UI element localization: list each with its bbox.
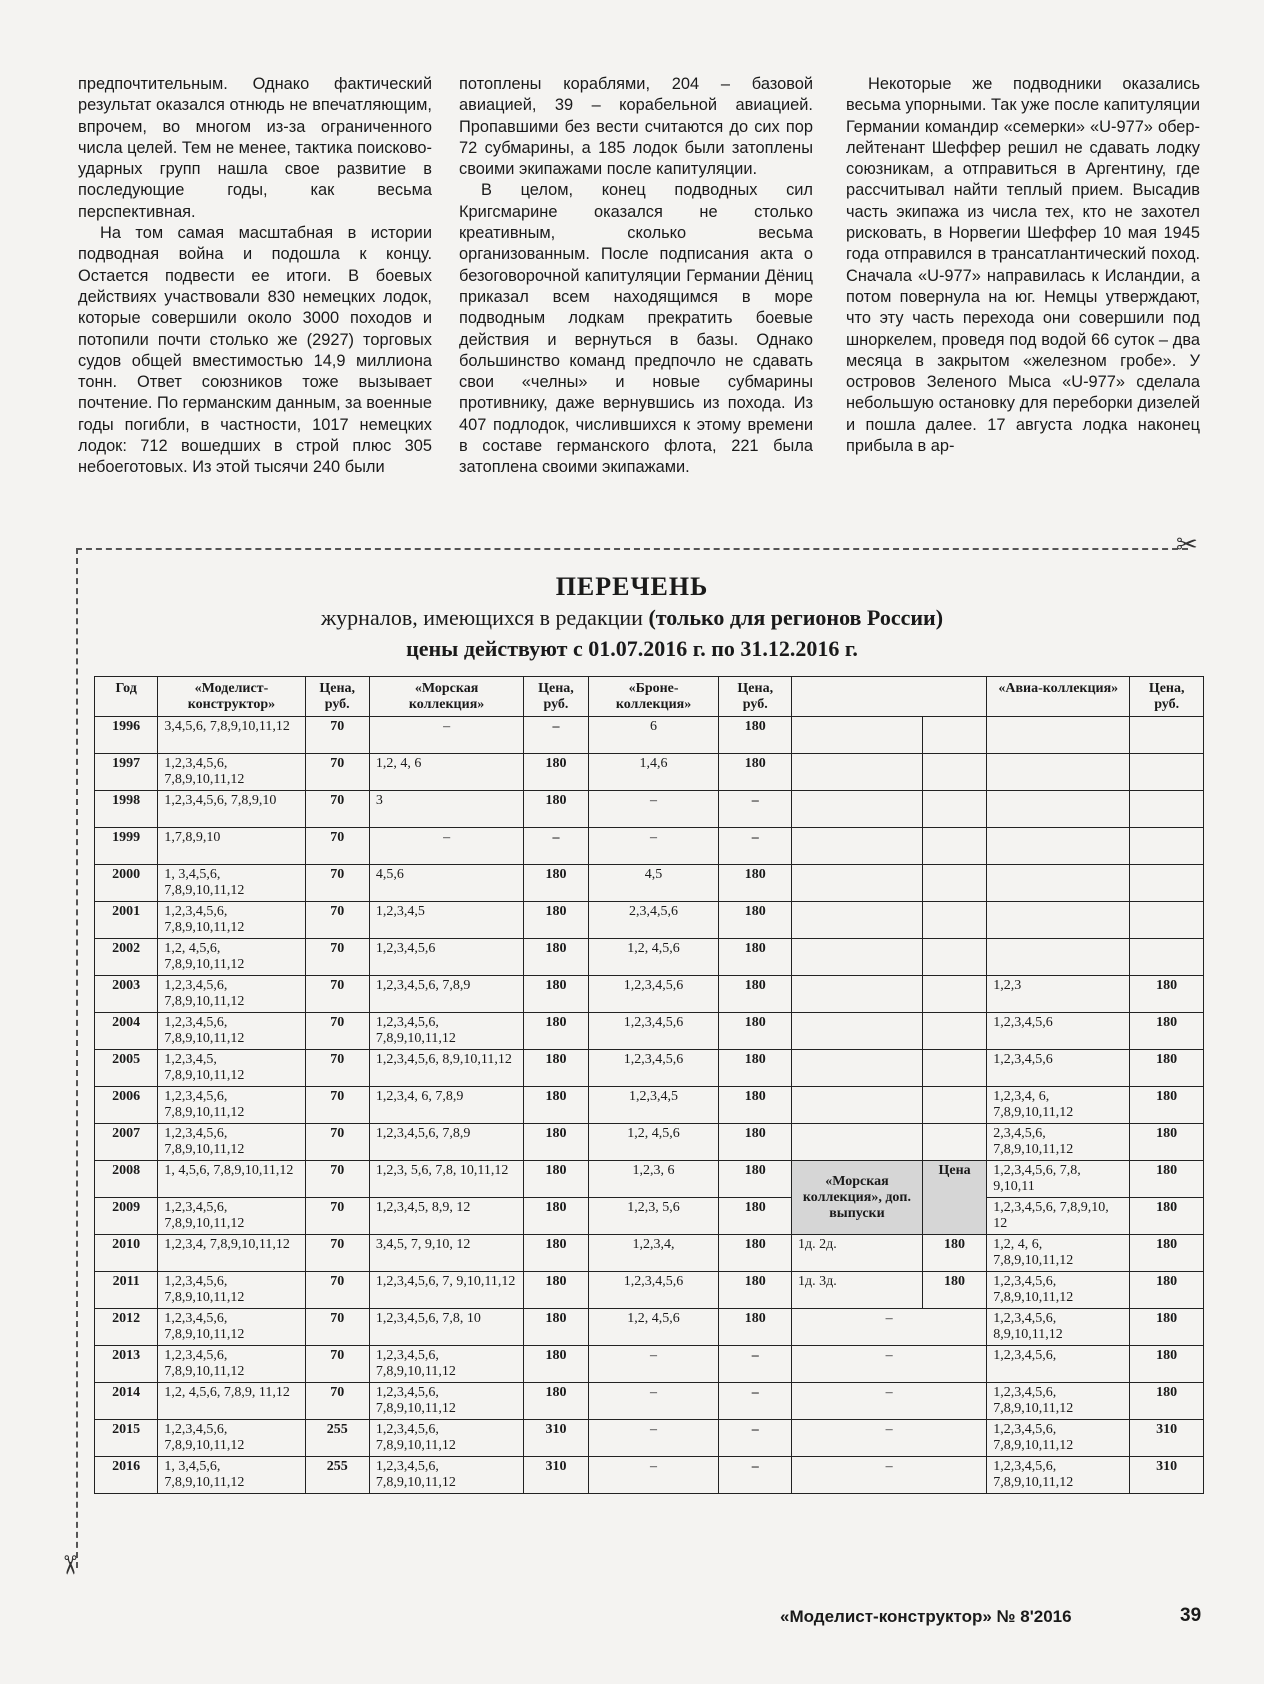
table-cell: 180 xyxy=(719,1309,792,1346)
table-cell xyxy=(1130,902,1204,939)
table-cell: – xyxy=(524,828,588,865)
article-column-1 xyxy=(78,74,432,479)
article-text xyxy=(78,74,1202,504)
table-cell: 70 xyxy=(305,1124,369,1161)
table-cell: 180 xyxy=(922,1235,986,1272)
table-cell: 180 xyxy=(524,791,588,828)
table-cell: 1,2,3,4,5,6, 7, 9,10,11,12 xyxy=(369,1272,523,1309)
table-row xyxy=(95,1346,1204,1383)
table-cell xyxy=(987,902,1130,939)
table-cell: 1д. 3д. xyxy=(792,1272,923,1309)
table-cell: 1,2,3,4,5,6, 7,8,9,10,11,12 xyxy=(158,902,305,939)
table-cell: 180 xyxy=(1130,1124,1204,1161)
list-subtitle: журналов, имеющихся в редакции (только для регионов России) xyxy=(320,605,944,630)
table-cell: 1,2,3,4,5,6, 7,8,9,10,11,12 xyxy=(987,1383,1130,1420)
table-row xyxy=(95,717,1204,754)
table-cell: 1,2, 4,5,6 xyxy=(588,1124,719,1161)
table-cell: 180 xyxy=(719,902,792,939)
table-cell: 180 xyxy=(719,1013,792,1050)
table-cell: – xyxy=(719,1420,792,1457)
table-cell: Цена xyxy=(922,1161,986,1235)
table-cell xyxy=(922,791,986,828)
table-cell: 1,2,3,4,5,6, 7,8,9,10,11,12 xyxy=(158,1013,305,1050)
table-cell: 1,2, 4, 6 xyxy=(369,754,523,791)
table-cell: 180 xyxy=(719,1124,792,1161)
table-cell: 1,2,3,4, 7,8,9,10,11,12 xyxy=(158,1235,305,1272)
table-cell: 180 xyxy=(524,1198,588,1235)
table-cell: 180 xyxy=(1130,976,1204,1013)
table-cell: 1,2,3,4,5,6, 8,9,10,11,12 xyxy=(369,1050,523,1087)
table-cell: 3,4,5,6, 7,8,9,10,11,12 xyxy=(158,717,305,754)
table-cell: 310 xyxy=(1130,1420,1204,1457)
table-cell: – xyxy=(588,1383,719,1420)
table-cell: 1,2,3,4, 6, 7,8,9,10,11,12 xyxy=(987,1087,1130,1124)
table-cell xyxy=(922,717,986,754)
table-cell: 2006 xyxy=(95,1087,158,1124)
table-cell: 1,2,3,4,5,6 xyxy=(588,1013,719,1050)
table-cell: 1,2,3,4,5,6, 7,8,9,10,11,12 xyxy=(987,1457,1130,1494)
table-cell: 4,5,6 xyxy=(369,865,523,902)
table-cell xyxy=(1130,828,1204,865)
table-cell: 180 xyxy=(524,1235,588,1272)
table-cell: 180 xyxy=(719,1050,792,1087)
table-cell xyxy=(922,754,986,791)
table-cell: – xyxy=(792,1383,987,1420)
table-cell: 310 xyxy=(524,1420,588,1457)
table-cell: 6 xyxy=(588,717,719,754)
table-cell: 2013 xyxy=(95,1346,158,1383)
scissors-icon: ✂ xyxy=(53,1554,84,1576)
table-cell: 2010 xyxy=(95,1235,158,1272)
table-cell: 180 xyxy=(524,1383,588,1420)
table-cell: 1,2,3,4,5,6, 7,8,9,10,11,12 xyxy=(987,1420,1130,1457)
table-cell: 180 xyxy=(1130,1087,1204,1124)
table-cell: 180 xyxy=(524,865,588,902)
table-cell: – xyxy=(719,1346,792,1383)
table-cell: 2015 xyxy=(95,1420,158,1457)
table-cell xyxy=(792,902,923,939)
table-row xyxy=(95,1420,1204,1457)
table-cell: 1,2,3,4,5,6, 7,8,9,10,11,12 xyxy=(369,1346,523,1383)
table-cell: 2,3,4,5,6, 7,8,9,10,11,12 xyxy=(987,1124,1130,1161)
table-cell: 70 xyxy=(305,939,369,976)
table-cell xyxy=(1130,717,1204,754)
cut-line-horizontal xyxy=(76,548,1188,550)
table-cell: 70 xyxy=(305,1087,369,1124)
table-cell: 180 xyxy=(524,1346,588,1383)
table-cell: 180 xyxy=(1130,1346,1204,1383)
table-cell: 180 xyxy=(1130,1050,1204,1087)
table-cell: 180 xyxy=(524,976,588,1013)
table-cell xyxy=(922,865,986,902)
table-cell xyxy=(922,939,986,976)
table-cell: – xyxy=(588,1457,719,1494)
table-cell: 70 xyxy=(305,828,369,865)
table-cell: 1,2,3,4,5,6, 7,8,9 xyxy=(369,976,523,1013)
table-cell xyxy=(987,754,1130,791)
table-cell: 1998 xyxy=(95,791,158,828)
table-cell xyxy=(792,828,923,865)
table-cell: 2007 xyxy=(95,1124,158,1161)
table-row xyxy=(95,1457,1204,1494)
paragraph: На том самая масштабная в истории подводная война и подошла к концу. Остается подвести ее итоги. В боевых действиях участвовали 830 немецких лодок, которые совершили около 3000 походов и потопили почти столько же (2927) торговых судов общей вместимостью 14,9 миллиона тонн. Ответ союзников тоже вызывает почтение. По германским данным, за военные годы погибли, в частности, 1017 немецких лодок: 712 вошедших в строй плюс 305 небоеготовых. Из этой тысячи 240 были xyxy=(78,224,432,477)
table-cell: 180 xyxy=(719,717,792,754)
table-cell: 2014 xyxy=(95,1383,158,1420)
table-row xyxy=(95,1124,1204,1161)
table-cell xyxy=(792,791,923,828)
table-cell: 180 xyxy=(524,1087,588,1124)
table-cell: 180 xyxy=(524,1050,588,1087)
table-row xyxy=(95,1309,1204,1346)
table-cell xyxy=(922,1050,986,1087)
table-row xyxy=(95,1235,1204,1272)
table-cell: 1,2,3,4,5,6, 7,8,9,10,11,12 xyxy=(158,1198,305,1235)
table-cell: 1,2,3,4,5,6, 8,9,10,11,12 xyxy=(987,1309,1130,1346)
table-cell: 1,2, 4,5,6, 7,8,9, 11,12 xyxy=(158,1383,305,1420)
table-row xyxy=(95,1087,1204,1124)
paragraph: предпочтительным. Однако фактический результат оказался отнюдь не впечатляющим, впрочем, во многом из-за ограниченного числа целей. Тем не менее, тактика поисково-ударных групп нашла свое развитие в последующие годы, как весьма перспективная. xyxy=(78,75,432,221)
table-cell: – xyxy=(588,1346,719,1383)
table-row xyxy=(95,754,1204,791)
table-cell: – xyxy=(719,828,792,865)
table-cell xyxy=(792,1124,923,1161)
table-cell: 2003 xyxy=(95,976,158,1013)
table-row xyxy=(95,828,1204,865)
table-cell xyxy=(922,902,986,939)
table-cell: 1,2,3, 5,6, 7,8, 10,11,12 xyxy=(369,1161,523,1198)
col-price: Цена, руб. xyxy=(719,677,792,717)
table-cell: 1,2,3,4,5,6, 7,8,9,10,11,12 xyxy=(987,1272,1130,1309)
table-cell: 180 xyxy=(524,1272,588,1309)
table-cell: 1,2,3,4,5,6, 7,8,9,10,11,12 xyxy=(158,1346,305,1383)
table-cell: 2001 xyxy=(95,902,158,939)
table-cell: 310 xyxy=(1130,1457,1204,1494)
table-cell: 180 xyxy=(1130,1161,1204,1198)
table-cell: 255 xyxy=(305,1457,369,1494)
table-cell: 2012 xyxy=(95,1309,158,1346)
table-cell: 1,4,6 xyxy=(588,754,719,791)
table-cell: 1,2,3,4,5,6 xyxy=(588,976,719,1013)
table-cell: 1,2, 4,5,6 xyxy=(588,1309,719,1346)
col-bron: «Броне-коллекция» xyxy=(588,677,719,717)
footer-magazine: «Моделист-конструктор» № 8'2016 xyxy=(780,1607,1072,1626)
col-empty xyxy=(792,677,987,717)
table-cell: 1,2,3,4,5,6, 7,8,9 xyxy=(369,1124,523,1161)
table-cell: 70 xyxy=(305,1235,369,1272)
table-row xyxy=(95,1272,1204,1309)
paragraph: Некоторые же подводники оказались весьма упорными. Так уже после капитуляции Германии командир «семерки» «U-977» обер-лейтенант Шеффер решил не сдавать лодку союзникам, а отправиться в Аргентину, где рассчитывал найти теплый прием. Высадив часть экипажа из числа тех, кто не захотел рисковать, в Норвегии Шеффер 10 мая 1945 года отправился в трансатлантический поход. Сначала «U-977» направилась к Исландии, а потом повернула на юг. Немцы утверждают, что эту часть перехода они совершили под шноркелем, проведя под водой 66 суток – два месяца в закрытом «железном гробе». У островов Зеленого Мыса «U-977» сделала небольшую остановку для переборки дизелей и пошла далее. 17 августа лодка наконец прибыла в ар- xyxy=(846,75,1200,456)
table-row xyxy=(95,1013,1204,1050)
table-cell: – xyxy=(792,1457,987,1494)
table-row xyxy=(95,976,1204,1013)
table-cell: 70 xyxy=(305,1309,369,1346)
col-price: Цена, руб. xyxy=(305,677,369,717)
table-cell: – xyxy=(792,1420,987,1457)
table-cell: 180 xyxy=(719,1272,792,1309)
table-cell: 1,2, 4, 6, 7,8,9,10,11,12 xyxy=(987,1235,1130,1272)
table-cell xyxy=(792,1087,923,1124)
table-cell: 2005 xyxy=(95,1050,158,1087)
list-title: ПЕРЕЧЕНЬ xyxy=(555,572,709,601)
table-cell: 1,2, 4,5,6 xyxy=(588,939,719,976)
table-cell: – xyxy=(792,1309,987,1346)
table-cell: 180 xyxy=(524,1161,588,1198)
table-cell: 70 xyxy=(305,717,369,754)
table-cell: 180 xyxy=(719,976,792,1013)
table-cell: 1, 3,4,5,6, 7,8,9,10,11,12 xyxy=(158,1457,305,1494)
table-cell: 180 xyxy=(719,754,792,791)
table-cell: 1,2,3,4,5,6, 7,8,9,10,11,12 xyxy=(369,1457,523,1494)
table-cell: 180 xyxy=(524,1013,588,1050)
table-cell: 2009 xyxy=(95,1198,158,1235)
table-cell: 1997 xyxy=(95,754,158,791)
table-cell: 1,2,3,4,5,6, 7,8, 10 xyxy=(369,1309,523,1346)
paragraph: В целом, конец подводных сил Кригсмарине оказался не столько креативным, сколько весьма организованным. После подписания акта о безоговорочной капитуляции Германии Дёниц приказал всем находящимся в море подводным лодкам прекратить боевые действия и вернуться в базы. Однако большинство команд предпочло не сдавать свои «челны» и новые субмарины противнику, даже вернувшись из похода. Из 407 подлодок, числившихся к этому времени в составе германского флота, 221 была затоплена своими экипажами. xyxy=(459,181,813,477)
table-cell: 1,2,3,4,5,6, 7,8,9,10,11,12 xyxy=(369,1383,523,1420)
table-header-row xyxy=(95,677,1204,717)
col-mor: «Морская коллекция» xyxy=(369,677,523,717)
table-cell: 255 xyxy=(305,1420,369,1457)
table-cell: 1,2,3,4,5,6 xyxy=(588,1050,719,1087)
table-cell: 1,2,3,4,5,6, 7,8,9,10,11,12 xyxy=(369,1420,523,1457)
table-cell: 1,2,3,4,5,6, 7,8, 9,10,11 xyxy=(987,1161,1130,1198)
page-number: 39 xyxy=(1180,1605,1202,1626)
table-cell: 1,2,3,4,5,6, 7,8,9,10,11,12 xyxy=(158,1087,305,1124)
table-cell: 1,2,3,4,5,6 xyxy=(588,1272,719,1309)
table-cell xyxy=(1130,754,1204,791)
table-cell: 2,3,4,5,6 xyxy=(588,902,719,939)
table-cell xyxy=(987,717,1130,754)
table-cell: 180 xyxy=(922,1272,986,1309)
table-cell xyxy=(792,1050,923,1087)
table-cell xyxy=(922,1087,986,1124)
table-cell: 70 xyxy=(305,1383,369,1420)
table-cell xyxy=(792,865,923,902)
table-cell: – xyxy=(719,1457,792,1494)
table-cell: 180 xyxy=(719,939,792,976)
table-cell: – xyxy=(588,828,719,865)
table-cell: – xyxy=(588,1420,719,1457)
col-mk: «Моделист-конструктор» xyxy=(158,677,305,717)
table-cell: – xyxy=(369,828,523,865)
table-cell xyxy=(1130,865,1204,902)
table-cell: – xyxy=(369,717,523,754)
table-cell: 1,2, 4,5,6, 7,8,9,10,11,12 xyxy=(158,939,305,976)
table-cell: 1,2,3,4,5,6, 7,8,9,10,11,12 xyxy=(158,1124,305,1161)
table-cell: 2002 xyxy=(95,939,158,976)
table-row xyxy=(95,1383,1204,1420)
table-cell: 70 xyxy=(305,1198,369,1235)
table-cell: 70 xyxy=(305,902,369,939)
table-cell: 1,2,3,4,5 xyxy=(369,902,523,939)
table-cell: 180 xyxy=(719,865,792,902)
table-cell: 1,2,3,4,5,6, 7,8,9,10,11,12 xyxy=(158,1272,305,1309)
table-cell: 70 xyxy=(305,1346,369,1383)
col-avia: «Авиа-коллекция» xyxy=(987,677,1130,717)
table-cell xyxy=(1130,791,1204,828)
table-row xyxy=(95,1161,1204,1198)
table-row xyxy=(95,865,1204,902)
table-cell: 2008 xyxy=(95,1161,158,1198)
table-cell: 1,2,3,4, 6, 7,8,9 xyxy=(369,1087,523,1124)
table-cell: 70 xyxy=(305,1272,369,1309)
table-cell xyxy=(922,1013,986,1050)
table-cell: 1,2,3,4,5 xyxy=(588,1087,719,1124)
table-cell: – xyxy=(719,1383,792,1420)
table-cell: 70 xyxy=(305,1161,369,1198)
table-cell: 180 xyxy=(524,754,588,791)
col-year: Год xyxy=(95,677,158,717)
table-cell: 3,4,5, 7, 9,10, 12 xyxy=(369,1235,523,1272)
table-cell: – xyxy=(588,791,719,828)
table-cell: 180 xyxy=(524,902,588,939)
table-cell: 1,2,3,4,5,6, 7,8,9,10 xyxy=(158,791,305,828)
table-cell: 180 xyxy=(524,1309,588,1346)
table-cell: 1,2,3,4,5,6 xyxy=(987,1013,1130,1050)
table-row xyxy=(95,791,1204,828)
col-price: Цена, руб. xyxy=(524,677,588,717)
table-cell: 2000 xyxy=(95,865,158,902)
table-cell: «Морская коллекция», доп. выпуски xyxy=(792,1161,923,1235)
table-cell: 180 xyxy=(719,1198,792,1235)
table-cell: 1,2,3,4,5, 7,8,9,10,11,12 xyxy=(158,1050,305,1087)
table-cell: 1,2,3,4,5,6, xyxy=(987,1346,1130,1383)
table-cell: 180 xyxy=(524,1124,588,1161)
table-cell: 1,2,3,4,5,6, 7,8,9,10, 12 xyxy=(987,1198,1130,1235)
table-row xyxy=(95,939,1204,976)
paragraph: потоплены кораблями, 204 – базовой авиацией, 39 – корабельной авиацией. Пропавшими без вести считаются до сих пор 72 субмарины, а 185 лодок были затоплены своими экипажами после капитуляции. xyxy=(459,75,813,179)
table-cell: 2011 xyxy=(95,1272,158,1309)
table-cell: 180 xyxy=(1130,1383,1204,1420)
table-cell: 70 xyxy=(305,791,369,828)
table-cell xyxy=(987,939,1130,976)
table-cell: 1,2,3,4,5,6, 7,8,9,10,11,12 xyxy=(158,1309,305,1346)
table-cell: 70 xyxy=(305,1050,369,1087)
article-column-3 xyxy=(846,74,1200,457)
table-cell: 1д. 2д. xyxy=(792,1235,923,1272)
table-cell: 1999 xyxy=(95,828,158,865)
price-validity: цены действуют с 01.07.2016 г. по 31.12.2016 г. xyxy=(406,636,858,661)
table-row xyxy=(95,902,1204,939)
table-cell: – xyxy=(524,717,588,754)
col-price: Цена, руб. xyxy=(1130,677,1204,717)
table-cell: 180 xyxy=(719,1235,792,1272)
table-cell: 3 xyxy=(369,791,523,828)
table-cell: 1,2,3,4,5,6, 7,8,9,10,11,12 xyxy=(158,1420,305,1457)
table-cell: – xyxy=(719,791,792,828)
table-cell: 70 xyxy=(305,754,369,791)
table-cell: 1,2,3, 6 xyxy=(588,1161,719,1198)
table-cell: 1,2,3,4,5,6 xyxy=(987,1050,1130,1087)
table-cell: 2004 xyxy=(95,1013,158,1050)
table-cell: 180 xyxy=(1130,1235,1204,1272)
table-cell xyxy=(1130,939,1204,976)
table-cell xyxy=(922,976,986,1013)
table-cell xyxy=(792,1013,923,1050)
table-row xyxy=(95,1198,1204,1235)
article-column-2 xyxy=(459,74,813,479)
table-cell xyxy=(987,791,1130,828)
table-cell: 1996 xyxy=(95,717,158,754)
table-cell: 1,2,3,4,5,6, 7,8,9,10,11,12 xyxy=(158,976,305,1013)
table-cell: 1,2,3,4,5,6, 7,8,9,10,11,12 xyxy=(369,1013,523,1050)
table-cell: 1, 4,5,6, 7,8,9,10,11,12 xyxy=(158,1161,305,1198)
cut-line-vertical xyxy=(76,548,78,1568)
table-cell: 180 xyxy=(1130,1272,1204,1309)
table-cell: 180 xyxy=(719,1161,792,1198)
table-cell: 70 xyxy=(305,865,369,902)
table-cell: 1,2,3, 5,6 xyxy=(588,1198,719,1235)
table-cell: 4,5 xyxy=(588,865,719,902)
table-cell: 1,2,3,4,5, 8,9, 12 xyxy=(369,1198,523,1235)
table-cell xyxy=(792,939,923,976)
table-cell xyxy=(987,865,1130,902)
table-cell: 70 xyxy=(305,1013,369,1050)
table-row xyxy=(95,1050,1204,1087)
table-cell: 180 xyxy=(524,939,588,976)
price-table xyxy=(94,676,1204,1494)
table-cell: 180 xyxy=(719,1087,792,1124)
table-cell: 1,2,3,4, xyxy=(588,1235,719,1272)
table-cell: 180 xyxy=(1130,1309,1204,1346)
table-cell: 180 xyxy=(1130,1198,1204,1235)
table-cell xyxy=(792,717,923,754)
table-cell: 180 xyxy=(1130,1013,1204,1050)
table-cell: 1,2,3,4,5,6, 7,8,9,10,11,12 xyxy=(158,754,305,791)
table-cell: – xyxy=(792,1346,987,1383)
table-cell: 70 xyxy=(305,976,369,1013)
table-cell xyxy=(792,976,923,1013)
table-cell xyxy=(792,754,923,791)
table-cell: 1, 3,4,5,6, 7,8,9,10,11,12 xyxy=(158,865,305,902)
table-cell: 1,2,3 xyxy=(987,976,1130,1013)
table-cell xyxy=(922,1124,986,1161)
table-cell xyxy=(987,828,1130,865)
table-cell: 2016 xyxy=(95,1457,158,1494)
table-cell: 1,7,8,9,10 xyxy=(158,828,305,865)
table-cell: 310 xyxy=(524,1457,588,1494)
table-cell: 1,2,3,4,5,6 xyxy=(369,939,523,976)
scissors-icon: ✂ xyxy=(1176,530,1198,560)
table-cell xyxy=(922,828,986,865)
